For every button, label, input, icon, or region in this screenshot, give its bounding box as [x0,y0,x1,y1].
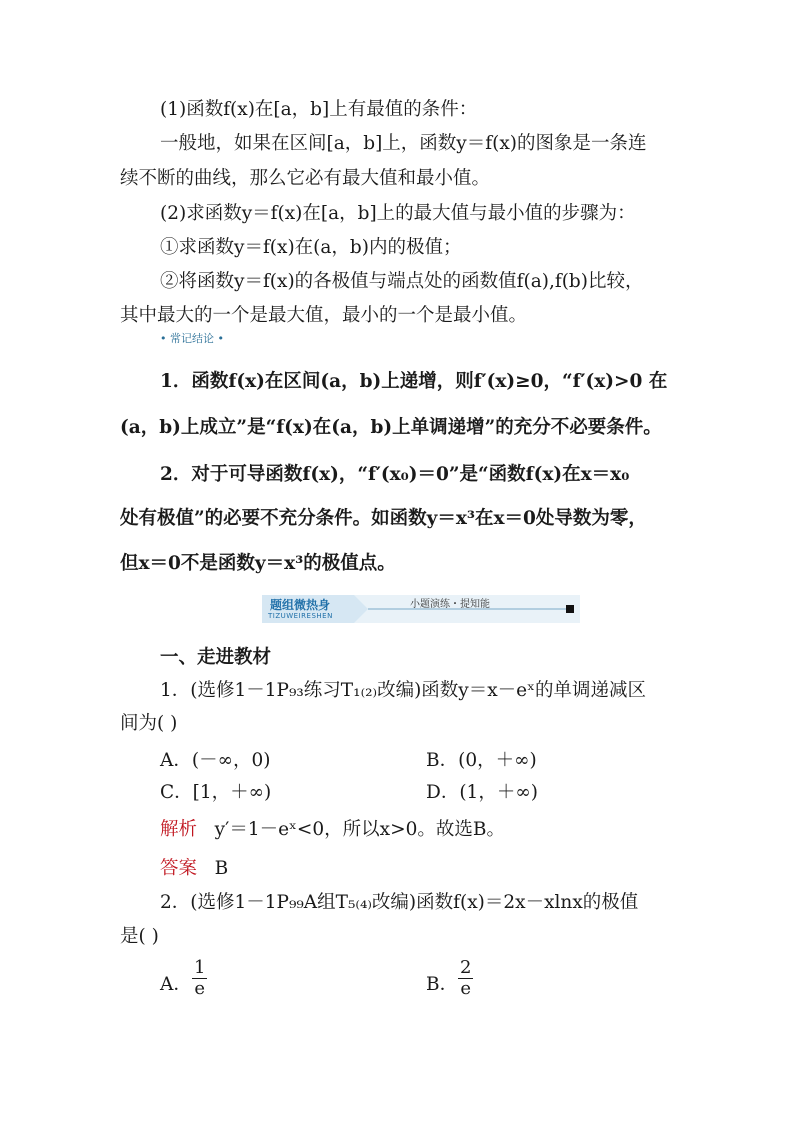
text-line: (1)函数f(x)在[a，b]上有最值的条件： [160,99,478,120]
fraction-numerator: 2 [460,957,472,978]
answer-row [160,857,228,881]
banner-pinyin: TIZUWEIRESHEN [268,612,333,620]
option-d: D．(1，＋∞) [426,782,538,803]
option-a: A．(－∞，0) [160,750,271,771]
option-a-label: A． [160,974,192,995]
conclusion-line: 1．函数f(x)在区间(a，b)上递增，则f′(x)≥0，“f′(x)>0 在 [160,371,668,392]
text-line: 其中最大的一个是最大值，最小的一个是最小值。 [120,305,528,326]
conclusion-line: 但x＝0不是函数y＝x³的极值点。 [120,553,396,574]
analysis-text: y′＝1－eˣ<0，所以x>0。故选B。 [214,819,505,840]
analysis-row [160,818,505,842]
fraction-a [192,958,207,999]
question-stem: 2．(选修1－1P₉₉A组T₅₍₄₎改编)函数f(x)＝2x－xlnx的极值 [160,892,639,913]
section-banner [262,592,580,626]
option-b-label: B． [426,974,459,995]
text-line: 一般地，如果在区间[a，b]上，函数y＝f(x)的图象是一条连 [160,133,647,154]
option-b: B．(0，＋∞) [426,750,537,771]
answer-text: B [214,858,229,879]
text-line: (2)求函数y＝f(x)在[a，b]上的最大值与最小值的步骤为： [160,203,636,224]
text-line: 续不断的曲线，那么它必有最大值和最小值。 [120,168,491,189]
question-stem: 是( ) [120,926,159,947]
note-label: • 常记结论 • [160,332,224,345]
banner-subtitle: 小题演练・提知能 [410,599,490,610]
conclusion-line: 处有极值”的必要不充分条件。如函数y＝x³在x＝0处导数为零， [120,508,647,529]
conclusion-line: (a，b)上成立”是“f(x)在(a，b)上单调递增”的充分不必要条件。 [120,417,662,438]
banner-title: 题组微热身 [270,598,331,612]
conclusion-line: 2．对于可导函数f(x)，“f′(x₀)＝0”是“函数f(x)在x＝x₀ [160,464,630,485]
text-line: ①求函数y＝f(x)在(a，b)内的极值； [160,237,462,258]
question-stem: 1．(选修1－1P₉₃练习T₁₍₂₎改编)函数y＝x－eˣ的单调递减区 [160,680,646,701]
section-title: 一、走进教材 [160,647,272,668]
analysis-label: 解析 [160,819,198,840]
text-line: ②将函数y＝f(x)的各极值与端点处的函数值f(a),f(b)比较， [160,271,644,292]
fraction-denominator: e [460,978,472,999]
question-stem: 间为( ) [120,713,178,734]
option-c: C．[1，＋∞) [160,782,272,803]
fraction-denominator: e [194,978,206,999]
fraction-b [458,958,473,999]
answer-label: 答案 [160,858,198,879]
fraction-numerator: 1 [194,957,206,978]
